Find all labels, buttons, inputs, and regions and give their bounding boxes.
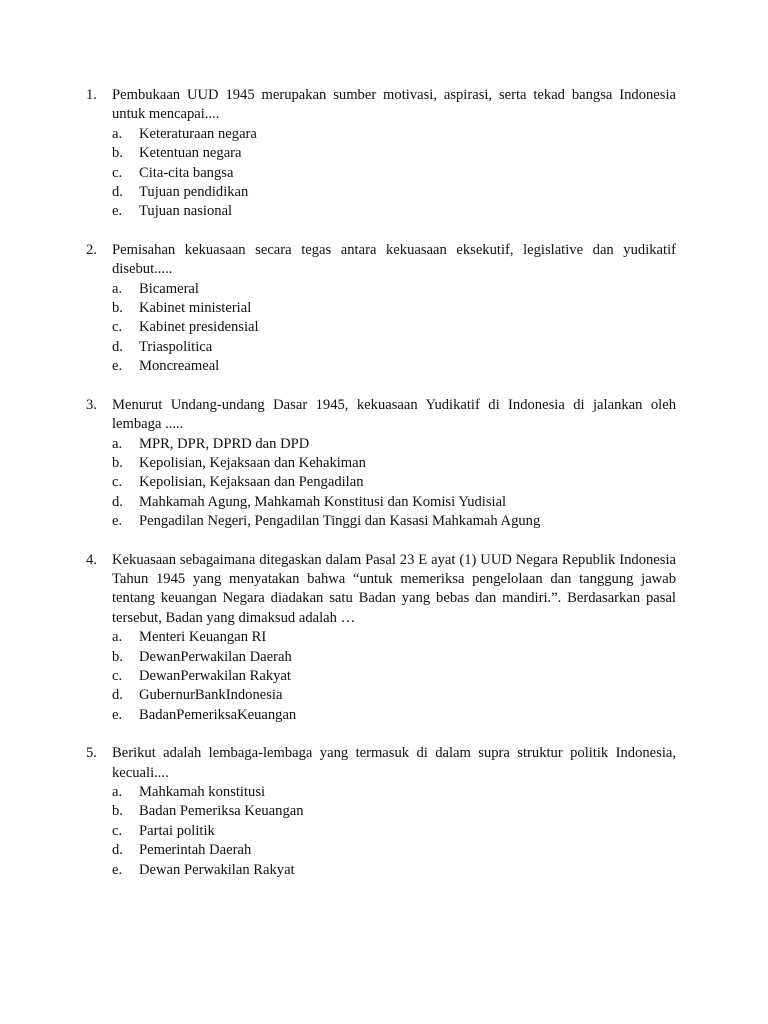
option-item (112, 667, 676, 686)
option-item (112, 280, 676, 299)
question-text: Kekuasaan sebagaimana ditegaskan dalam Pasal 23 E ayat (1) UUD Negara Republik Indonesia Tahun 1945 yang menyatakan bahwa “untuk memeriksa pengelolaan dan tanggung jawab tentang keuangan Negara diadakan satu Badan yang bebas dan mandiri.”. Berdasarkan pasal tersebut, Badan yang dimaksud adalah … (112, 551, 676, 626)
option-letter: b. (112, 454, 123, 471)
option-letter: a. (112, 784, 123, 800)
option-text: Mahkamah Agung, Mahkamah Konstitusi dan Komisi Yudisial (139, 493, 507, 510)
option-letter: e. (112, 358, 123, 375)
option-text: Bicameral (139, 280, 199, 297)
option-letter: c. (112, 822, 123, 839)
option-text: Pemerintah Daerah (139, 842, 252, 859)
question-item (86, 744, 676, 880)
option-letter: e. (112, 706, 123, 723)
question-item (86, 396, 676, 532)
option-item (112, 435, 676, 454)
option-item (112, 493, 676, 512)
option-item (112, 648, 676, 667)
option-letter: d. (112, 493, 123, 510)
question-list (86, 86, 676, 899)
option-item (112, 783, 676, 802)
option-text: Ketentuan negara (139, 145, 242, 162)
option-list (112, 125, 676, 222)
option-letter: d. (112, 184, 123, 201)
option-letter: b. (112, 648, 123, 665)
question-text: Berikut adalah lembaga-lembaga yang termasuk di dalam supra struktur politik Indonesia, kecuali.... (112, 745, 676, 781)
option-item (112, 802, 676, 821)
question-item (86, 241, 676, 377)
option-text: DewanPerwakilan Rakyat (139, 667, 291, 684)
option-text: Pengadilan Negeri, Pengadilan Tinggi dan Kasasi Mahkamah Agung (139, 513, 541, 530)
option-text: Triaspolitica (139, 338, 213, 355)
option-letter: b. (112, 145, 123, 162)
question-number: 2. (86, 241, 97, 258)
option-list (112, 628, 676, 725)
option-letter: c. (112, 667, 123, 684)
option-letter: a. (112, 125, 123, 142)
option-letter: e. (112, 861, 123, 878)
option-letter: e. (112, 513, 123, 530)
question-text: Pembukaan UUD 1945 merupakan sumber motivasi, aspirasi, serta tekad bangsa Indonesia untuk mencapai.... (112, 87, 676, 123)
option-item (112, 338, 676, 357)
option-letter: b. (112, 803, 123, 820)
option-item (112, 164, 676, 183)
option-item (112, 202, 676, 221)
option-letter: a. (112, 629, 123, 646)
option-letter: c. (112, 474, 123, 491)
question-item (86, 551, 676, 726)
option-letter: b. (112, 300, 123, 317)
option-text: Tujuan pendidikan (139, 184, 249, 201)
option-item (112, 144, 676, 163)
option-text: Partai politik (139, 822, 215, 839)
option-text: Cita-cita bangsa (139, 164, 234, 181)
option-item (112, 822, 676, 841)
option-text: Tujuan nasional (139, 203, 233, 220)
option-item (112, 841, 676, 860)
option-list (112, 435, 676, 532)
option-text: Kabinet ministerial (139, 300, 252, 317)
question-number: 3. (86, 396, 97, 413)
question-number: 1. (86, 87, 97, 103)
option-list (112, 783, 676, 880)
option-text: Menteri Keuangan RI (139, 629, 267, 646)
option-text: Dewan Perwakilan Rakyat (139, 861, 295, 878)
option-text: Mahkamah konstitusi (139, 784, 266, 800)
option-text: Kepolisian, Kejaksaan dan Pengadilan (139, 474, 364, 491)
question-text: Pemisahan kekuasaan secara tegas antara kekuasaan eksekutif, legislative dan yudikatif disebut..... (112, 241, 676, 278)
option-letter: d. (112, 338, 123, 355)
option-item (112, 318, 676, 337)
option-letter: a. (112, 435, 123, 452)
option-letter: d. (112, 842, 123, 859)
option-text: Keteraturaan negara (139, 125, 257, 142)
option-item (112, 125, 676, 144)
option-text: Moncreameal (139, 358, 220, 375)
question-item (86, 86, 676, 222)
option-letter: d. (112, 687, 123, 704)
option-text: BadanPemeriksaKeuangan (139, 706, 297, 723)
option-list (112, 280, 676, 377)
option-letter: a. (112, 280, 123, 297)
option-item (112, 299, 676, 318)
option-text: Kepolisian, Kejaksaan dan Kehakiman (139, 454, 366, 471)
option-item (112, 473, 676, 492)
option-text: Kabinet presidensial (139, 319, 259, 336)
option-item (112, 686, 676, 705)
option-letter: c. (112, 164, 123, 181)
option-item (112, 454, 676, 473)
option-item (112, 183, 676, 202)
option-item (112, 861, 676, 880)
question-number: 5. (86, 745, 97, 762)
option-text: GubernurBankIndonesia (139, 687, 283, 704)
option-item (112, 706, 676, 725)
option-letter: e. (112, 203, 123, 220)
question-text: Menurut Undang-undang Dasar 1945, kekuasaan Yudikatif di Indonesia di jalankan oleh lembaga ..... (112, 396, 676, 433)
option-item (112, 628, 676, 647)
option-text: DewanPerwakilan Daerah (139, 648, 292, 665)
option-text: MPR, DPR, DPRD dan DPD (139, 435, 310, 452)
option-item (112, 357, 676, 376)
question-number: 4. (86, 551, 97, 568)
option-text: Badan Pemeriksa Keuangan (139, 803, 304, 820)
option-item (112, 512, 676, 531)
option-letter: c. (112, 319, 123, 336)
